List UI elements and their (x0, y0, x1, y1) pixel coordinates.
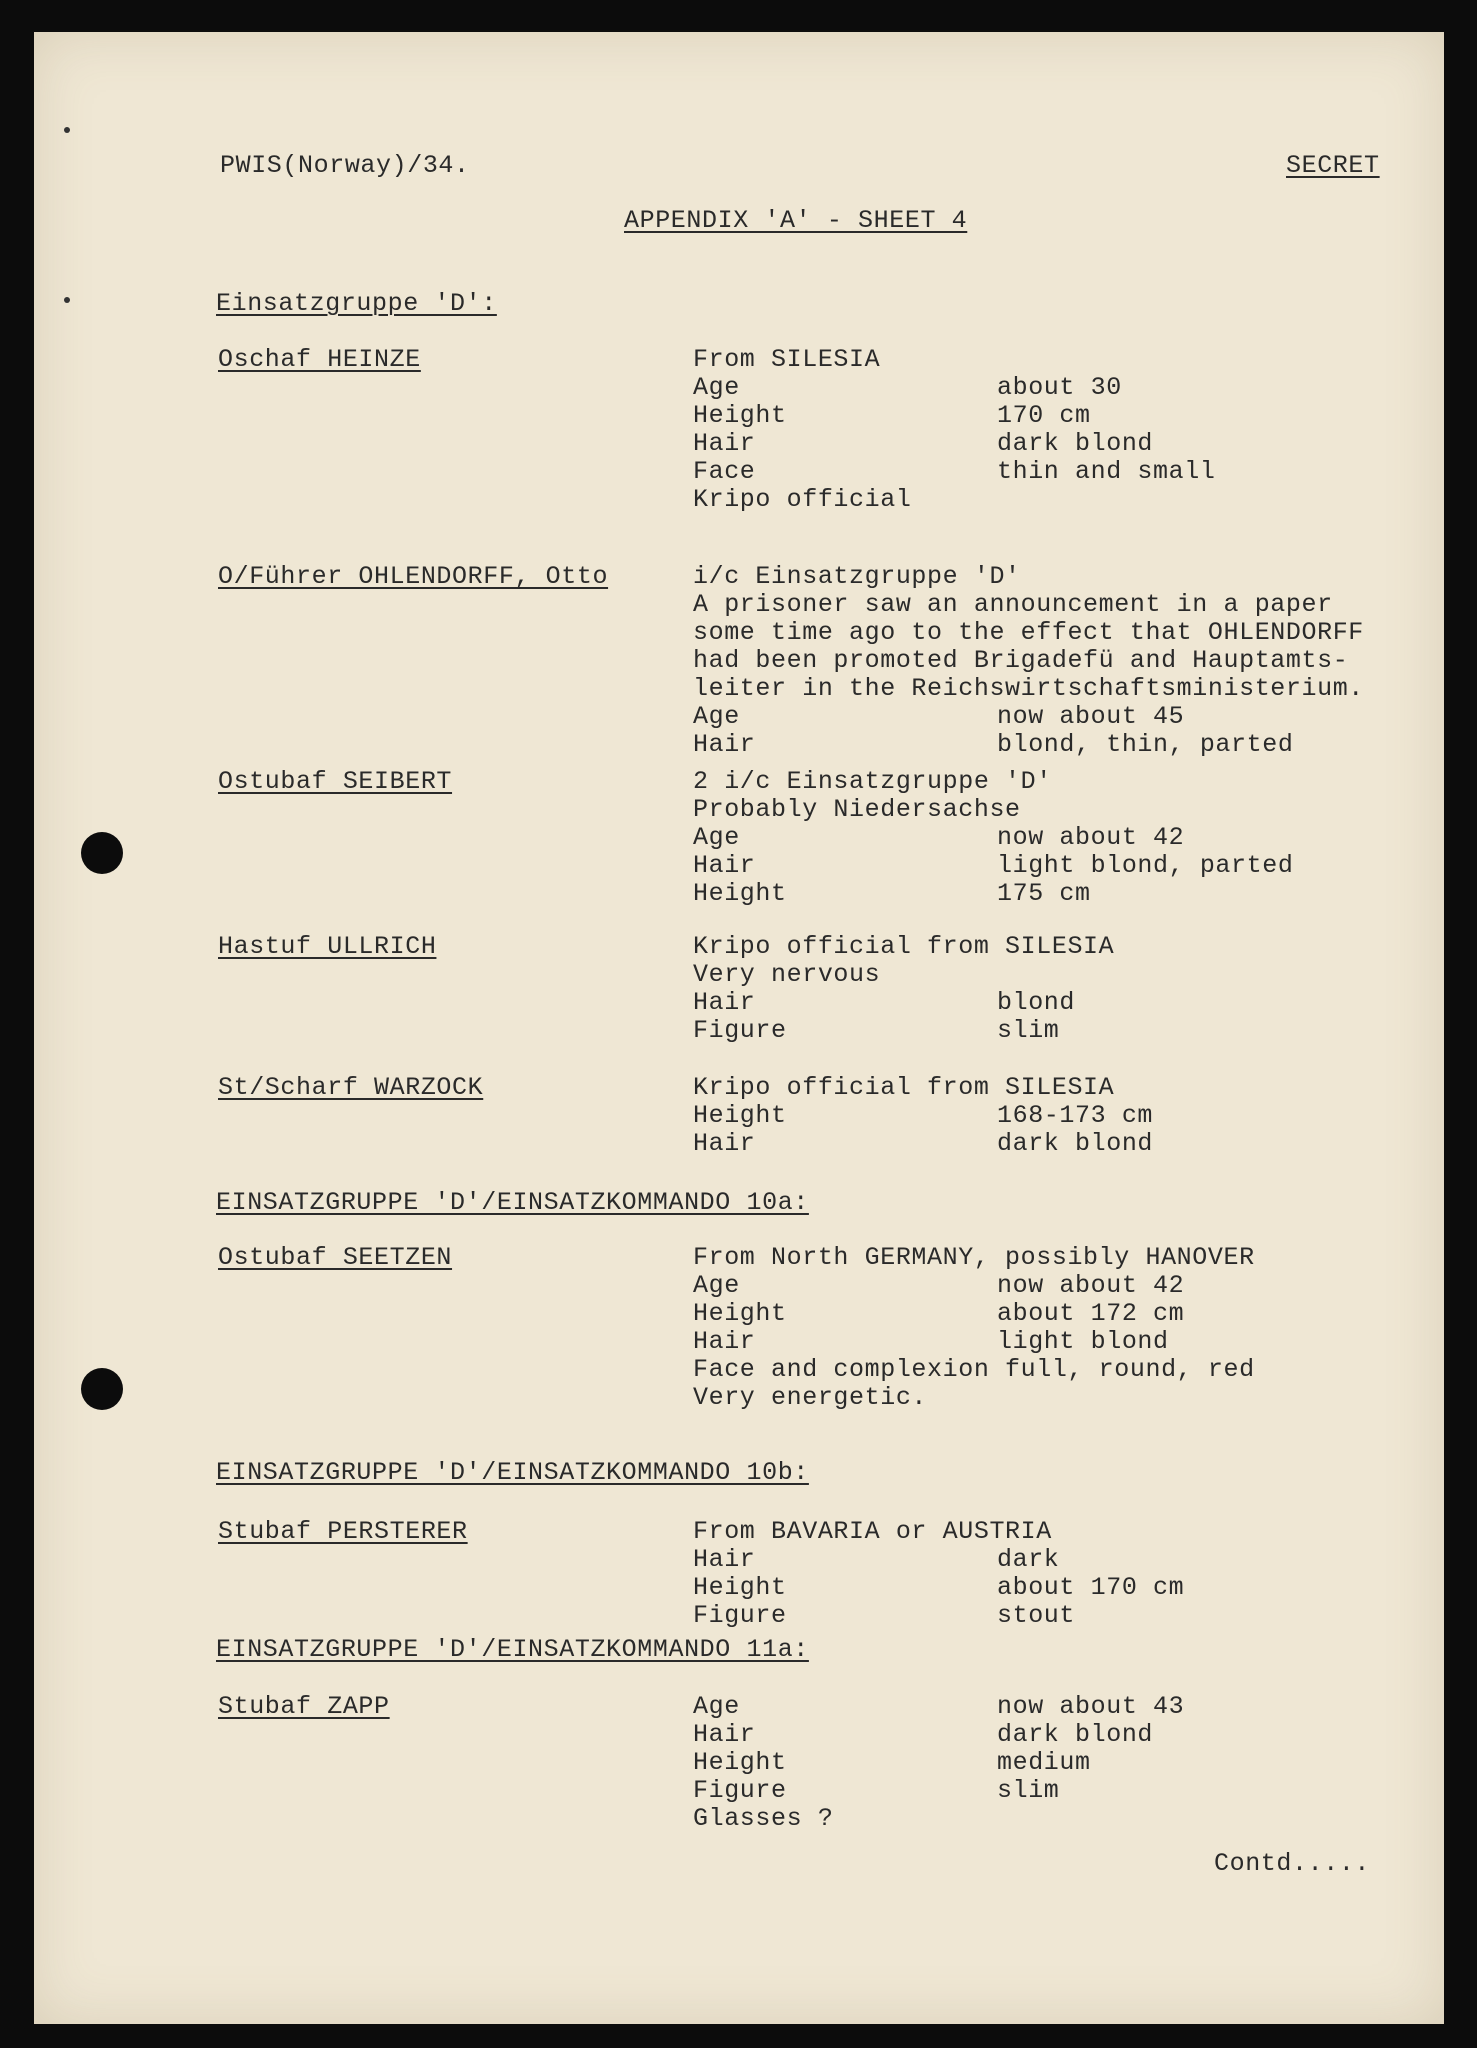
attribute-value: blond, thin, parted (997, 730, 1294, 759)
attribute-label: Face and complexion full, round, red (693, 1355, 1255, 1384)
page-title: APPENDIX 'A' - SHEET 4 (624, 206, 968, 235)
attribute-label: i/c Einsatzgruppe 'D' (693, 562, 1021, 591)
attribute-value: light blond, parted (997, 851, 1294, 880)
attribute-value: now about 45 (997, 702, 1185, 731)
attribute-label: Very nervous (693, 960, 881, 989)
document-page (34, 32, 1444, 2024)
section-heading: Einsatzgruppe 'D': (216, 289, 497, 318)
attribute-value: dark blond (997, 1129, 1154, 1158)
attribute-label: Height (693, 1748, 787, 1777)
attribute-label: Height (693, 401, 787, 430)
attribute-label: Glasses ? (693, 1804, 834, 1833)
document-reference: PWIS(Norway)/34. (220, 151, 470, 180)
attribute-label: Height (693, 1573, 787, 1602)
person-name: Ostubaf SEIBERT (218, 767, 453, 796)
attribute-value: slim (997, 1016, 1060, 1045)
attribute-value: slim (997, 1776, 1060, 1805)
attribute-label: Height (693, 1101, 787, 1130)
attribute-label: Age (693, 1271, 740, 1300)
attribute-label: Age (693, 702, 740, 731)
attribute-value: 175 cm (997, 879, 1091, 908)
punch-hole (81, 1368, 123, 1410)
attribute-label: From North GERMANY, possibly HANOVER (693, 1243, 1255, 1272)
attribute-label: Very energetic. (693, 1383, 928, 1412)
attribute-value: about 172 cm (997, 1299, 1185, 1328)
attribute-label: Age (693, 823, 740, 852)
attribute-label: Hair (693, 1327, 756, 1356)
attribute-value: now about 43 (997, 1692, 1185, 1721)
attribute-label: A prisoner saw an announcement in a paper (693, 590, 1333, 619)
attribute-label: Figure (693, 1601, 787, 1630)
attribute-label: Face (693, 457, 756, 486)
section-heading: EINSATZGRUPPE 'D'/EINSATZKOMMANDO 11a: (216, 1635, 809, 1664)
attribute-label: Hair (693, 1720, 756, 1749)
attribute-value: now about 42 (997, 1271, 1185, 1300)
attribute-label: Kripo official (693, 485, 912, 514)
attribute-label: Age (693, 1692, 740, 1721)
section-heading: EINSATZGRUPPE 'D'/EINSATZKOMMANDO 10b: (216, 1458, 809, 1487)
attribute-value: thin and small (997, 457, 1216, 486)
attribute-label: Height (693, 879, 787, 908)
attribute-label: Kripo official from SILESIA (693, 1073, 1115, 1102)
attribute-value: dark (997, 1545, 1060, 1574)
attribute-value: blond (997, 988, 1076, 1017)
attribute-value: light blond (997, 1327, 1169, 1356)
attribute-label: Hair (693, 1545, 756, 1574)
classification-marking: SECRET (1286, 151, 1380, 180)
attribute-label: had been promoted Brigadefü and Hauptamts- (693, 646, 1349, 675)
attribute-label: Figure (693, 1776, 787, 1805)
attribute-label: 2 i/c Einsatzgruppe 'D' (693, 767, 1052, 796)
punch-hole (81, 832, 123, 874)
attribute-label: Probably Niedersachse (693, 795, 1021, 824)
attribute-value: dark blond (997, 429, 1154, 458)
attribute-label: Kripo official from SILESIA (693, 932, 1115, 961)
attribute-value: medium (997, 1748, 1091, 1777)
attribute-label: Figure (693, 1016, 787, 1045)
attribute-value: stout (997, 1601, 1076, 1630)
attribute-value: 170 cm (997, 401, 1091, 430)
attribute-label: From SILESIA (693, 345, 881, 374)
continued-note: Contd..... (1214, 1849, 1371, 1878)
attribute-value: about 30 (997, 373, 1122, 402)
person-name: Stubaf ZAPP (218, 1692, 390, 1721)
attribute-label: some time ago to the effect that OHLENDORFF (693, 618, 1364, 647)
ink-speck (64, 297, 70, 303)
attribute-value: 168-173 cm (997, 1101, 1154, 1130)
person-name: Stubaf PERSTERER (218, 1517, 468, 1546)
attribute-label: Height (693, 1299, 787, 1328)
person-name: St/Scharf WARZOCK (218, 1073, 484, 1102)
person-name: O/Führer OHLENDORFF, Otto (218, 562, 609, 591)
attribute-label: Hair (693, 429, 756, 458)
attribute-value: now about 42 (997, 823, 1185, 852)
attribute-label: Hair (693, 730, 756, 759)
attribute-label: Age (693, 373, 740, 402)
attribute-label: Hair (693, 1129, 756, 1158)
person-name: Hastuf ULLRICH (218, 932, 437, 961)
attribute-value: dark blond (997, 1720, 1154, 1749)
attribute-label: From BAVARIA or AUSTRIA (693, 1517, 1052, 1546)
section-heading: EINSATZGRUPPE 'D'/EINSATZKOMMANDO 10a: (216, 1188, 809, 1217)
attribute-value: about 170 cm (997, 1573, 1185, 1602)
person-name: Ostubaf SEETZEN (218, 1243, 453, 1272)
attribute-label: leiter in the Reichswirtschaftsministerium. (693, 674, 1364, 703)
attribute-label: Hair (693, 988, 756, 1017)
attribute-label: Hair (693, 851, 756, 880)
ink-speck (64, 127, 70, 133)
person-name: Oschaf HEINZE (218, 345, 421, 374)
